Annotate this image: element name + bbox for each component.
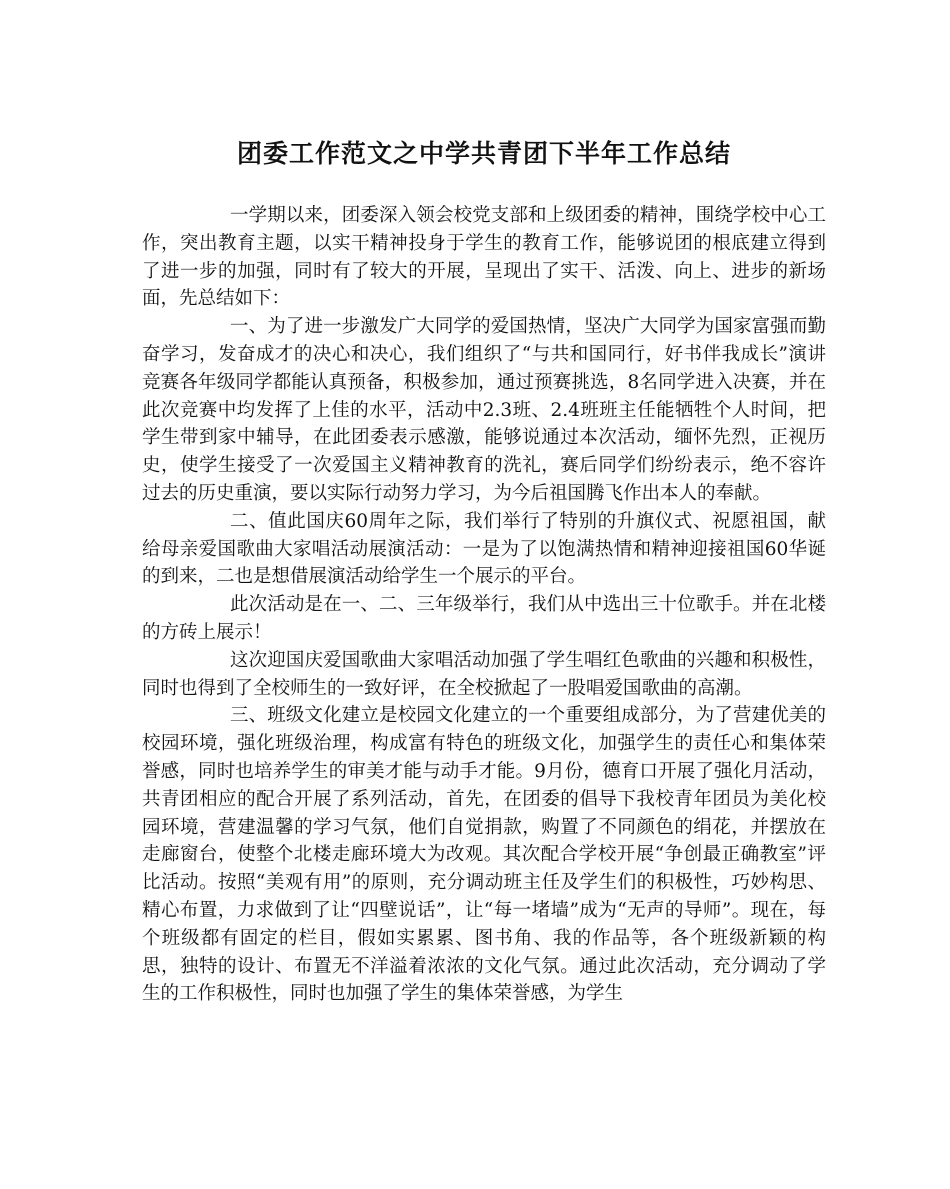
paragraph-section-3: 三、班级文化建立是校园文化建立的一个重要组成部分，为了营建优美的校园环境，强化班级治理，构成富有特色的班级文化，加强学生的责任心和集体荣誉感，同时也培养学生的审美才能与动手才能。9月份，德育口开展了强化月活动，共青团相应的配合开展了系列活动，首先，在团委的倡导下我校青年团员为美化校园环境，营建温馨的学习气氛，他们自觉捐款，购置了不同颜色的绢花，并摆放在走廊窗台，使整个北楼走廊环境大为改观。其次配合学校开展“争创最正确教室”评比活动。按照“美观有用”的原则，充分调动班主任及学生们的积极性，巧妙构思、精心布置，力求做到了让“四壁说话”，让“每一堵墙”成为“无声的导师”。现在，每个班级都有固定的栏目，假如实累累、图书角、我的作品等，各个班级新颖的构思，独特的设计、布置无不洋溢着浓浓的文化气氛。通过此次活动，充分调动了学生的工作积极性，同时也加强了学生的集体荣誉感，为学生 [142, 705, 826, 1005]
paragraph-section-2: 二、值此国庆60周年之际，我们举行了特别的升旗仪式、祝愿祖国，献给母亲爱国歌曲大家唱活动展演活动：一是为了以饱满热情和精神迎接祖国60华诞的到来，二也是想借展演活动给学生一个展示的平台。 [142, 510, 826, 588]
document-body [142, 202, 826, 1008]
paragraph-activity: 此次活动是在一、二、三年级举行，我们从中选出三十位歌手。并在北楼的方砖上展示！ [142, 594, 826, 643]
paragraph-effect: 这次迎国庆爱国歌曲大家唱活动加强了学生唱红色歌曲的兴趣和积极性，同时也得到了全校师生的一致好评，在全校掀起了一股唱爱国歌曲的高潮。 [142, 649, 826, 699]
paragraph-intro: 一学期以来，团委深入领会校党支部和上级团委的精神，围绕学校中心工作，突出教育主题，以实干精神投身于学生的教育工作，能够说团的根底建立得到了进一步的加强，同时有了较大的开展，呈现出了实干、活泼、向上、进步的新场面，先总结如下： [142, 205, 826, 310]
document-page [142, 0, 826, 1189]
paragraph-section-1: 一、为了进一步激发广大同学的爱国热情，坚决广大同学为国家富强而勤奋学习，发奋成才的决心和决心，我们组织了“与共和国同行，好书伴我成长”演讲竞赛各年级同学都能认真预备，积极参加，通过预赛挑选，8名同学进入决赛，并在此次竞赛中均发挥了上佳的水平，活动中2.3班、2.4班班主任能牺牲个人时间，把学生带到家中辅导，在此团委表示感激，能够说通过本次活动，缅怀先烈，正视历史，使学生接受了一次爱国主义精神教育的洗礼，赛后同学们纷纷表示，绝不容许过去的历史重演，要以实际行动努力学习，为今后祖国腾飞作出本人的奉献。 [142, 316, 826, 504]
document-title: 团委工作范文之中学共青团下半年工作总结 [236, 139, 731, 168]
